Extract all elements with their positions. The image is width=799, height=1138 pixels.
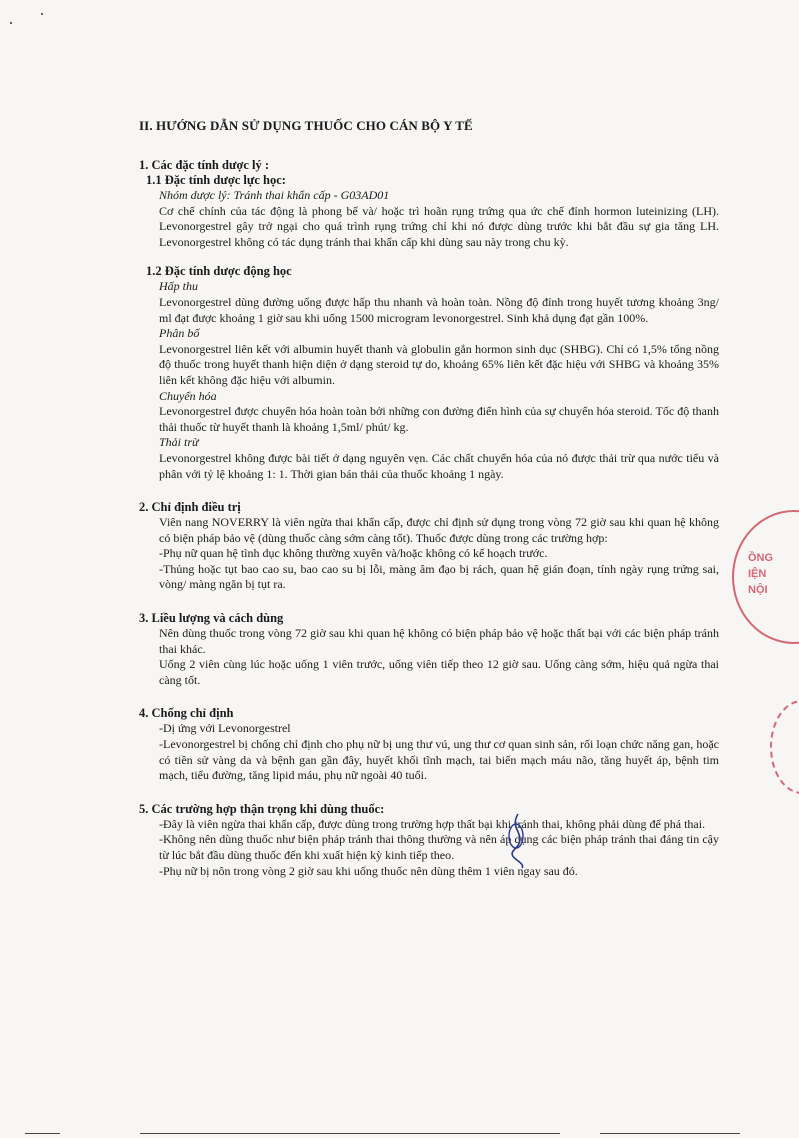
metabolism-label: Chuyển hóa	[159, 388, 217, 403]
red-stamp-icon	[732, 510, 799, 644]
elimination-text: Levonorgestrel không được bài tiết ở dạng nguyên vẹn. Các chất chuyển hóa của nó được thải trừ qua nước tiểu và phân với tỷ lệ khoảng 1: 1. Thời gian bán thải của thuốc khoảng 1 ngày.	[159, 450, 719, 481]
section-2-title: 2. Chỉ định điều trị	[139, 500, 241, 515]
stamp-text: NỘI	[748, 584, 768, 596]
section-4-title: 4. Chống chỉ định	[139, 706, 234, 721]
paragraph: Viên nang NOVERRY là viên ngừa thai khẩn cấp, được chỉ định sử dụng trong vòng 72 giờ sau khi quan hệ không có biện pháp bảo vệ (dùng thuốc càng sớm càng tốt). Thuốc được dùng trong các trường hợp:	[159, 515, 719, 545]
pharmacodynamics-text: Cơ chế chính của tác động là phong bế và/ hoặc trì hoãn rụng trứng qua ức chế đỉnh hormon luteinizing (LH). Levonorgestrel gây trở ngại cho quá trình rụng trứng chỉ khi nó được dùng trước khi bắt đầu sự gia tăng LH. Levonorgestrel không có tác dụng tránh thai khẩn cấp khi dùng sau này trong chu kỳ.	[159, 203, 719, 249]
section-5-title: 5. Các trường hợp thận trọng khi dùng thuốc:	[139, 801, 385, 816]
absorption-label: Hấp thu	[159, 279, 198, 294]
paragraph: -Phụ nữ quan hệ tình dục không thường xuyên và/hoặc không có kế hoạch trước.	[159, 546, 548, 561]
section-heading: II. HƯỚNG DẪN SỬ DỤNG THUỐC CHO CÁN BỘ Y TẾ	[139, 118, 473, 133]
section-indications	[139, 500, 719, 593]
stamp-text: ỒNG	[748, 552, 774, 564]
stamp-text: IỆN	[748, 568, 767, 580]
paragraph: -Dị ứng với Levonorgestrel	[159, 721, 291, 736]
metabolism-text: Levonorgestrel được chuyển hóa hoàn toàn bởi những con đường điển hình của sự chuyển hóa steroid. Tốc độ thanh thải thuốc từ huyết thanh là khoảng 1,5ml/ phút/ kg.	[159, 404, 719, 434]
scan-speck	[41, 13, 43, 15]
section-3-title: 3. Liều lượng và cách dùng	[139, 611, 284, 626]
section-1-title: 1. Các đặc tính dược lý :	[139, 158, 270, 172]
scan-speck	[10, 22, 12, 24]
section-contraindications	[139, 706, 719, 783]
document-body	[139, 118, 719, 897]
section-dosage	[139, 611, 719, 688]
paragraph: Uống 2 viên cùng lúc hoặc uống 1 viên trước, uống viên tiếp theo 12 giờ sau. Uống càng sớm, hiệu quả ngừa thai càng tốt.	[159, 657, 719, 687]
paragraph: Nên dùng thuốc trong vòng 72 giờ sau khi quan hệ không có biện pháp bảo vệ hoặc thất bại với các biện pháp tránh thai khác.	[159, 626, 719, 656]
paragraph: -Thủng hoặc tụt bao cao su, bao cao su bị lỗi, màng âm đạo bị rách, quan hệ gián đoạn, tính ngày rụng trứng sai, vòng/ màng ngăn bị tụt ra.	[159, 561, 719, 592]
footer-rule	[140, 1133, 560, 1134]
section-precautions	[139, 802, 719, 879]
footer-rule	[600, 1133, 740, 1134]
subsection-1-1-title: 1.1 Đặc tính dược lực học:	[146, 173, 286, 187]
pharmacologic-group: Nhóm dược lý: Tránh thai khẩn cấp - G03AD01	[159, 188, 390, 202]
paragraph: -Đây là viên ngừa thai khẩn cấp, được dùng trong trường hợp thất bại khi tránh thai, không phải dùng để phá thai.	[159, 816, 706, 831]
subsection-1-2-title: 1.2 Đặc tính dược động học	[146, 264, 292, 279]
red-stamp-icon	[770, 700, 799, 794]
absorption-text: Levonorgestrel dùng đường uống được hấp thu nhanh và hoàn toàn. Nồng độ đỉnh trong huyết tương khoảng 3ng/ ml đạt được khoảng 1 giờ sau khi uống 1500 microgram levonorgestrel. Sinh khả dụng đạt gần 100%.	[159, 294, 719, 325]
paragraph: -Phụ nữ bị nôn trong vòng 2 giờ sau khi uống thuốc nên dùng thêm 1 viên ngay sau đó.	[159, 863, 578, 878]
section-pharmacology	[139, 158, 719, 482]
elimination-label: Thải trừ	[159, 435, 199, 450]
distribution-text: Levonorgestrel liên kết với albumin huyết thanh và globulin gắn hormon sinh dục (SHBG). Chỉ có 1,5% tổng nồng độ thuốc trong huyết thanh hiện diện ở dạng steroid tự do, khoảng 65% liên kết đặc hiệu với SHBG và khoảng 35% liên kết không đặc hiệu với albumin.	[159, 341, 719, 387]
signature-icon	[500, 810, 540, 870]
distribution-label: Phân bố	[159, 326, 200, 341]
paragraph: -Không nên dùng thuốc như biện pháp tránh thai thông thường và nên áp dụng các biện pháp tránh thai đáng tin cậy từ lúc bắt đầu dùng thuốc đến khi xuất hiện kỳ kinh tiếp theo.	[159, 832, 719, 862]
footer-rule	[25, 1133, 60, 1134]
paragraph: -Levonorgestrel bị chống chỉ định cho phụ nữ bị ung thư vú, ung thư cơ quan sinh sản, rối loạn chức năng gan, hoặc có tiền sử vàng da và bệnh gan gần đây, huyết khối tĩnh mạch, tai biến mạch máu não, tăng huyết áp, bệnh tim mạch, tiểu đường, tăng lipid máu, phụ nữ ngoài 40 tuổi.	[159, 737, 719, 783]
